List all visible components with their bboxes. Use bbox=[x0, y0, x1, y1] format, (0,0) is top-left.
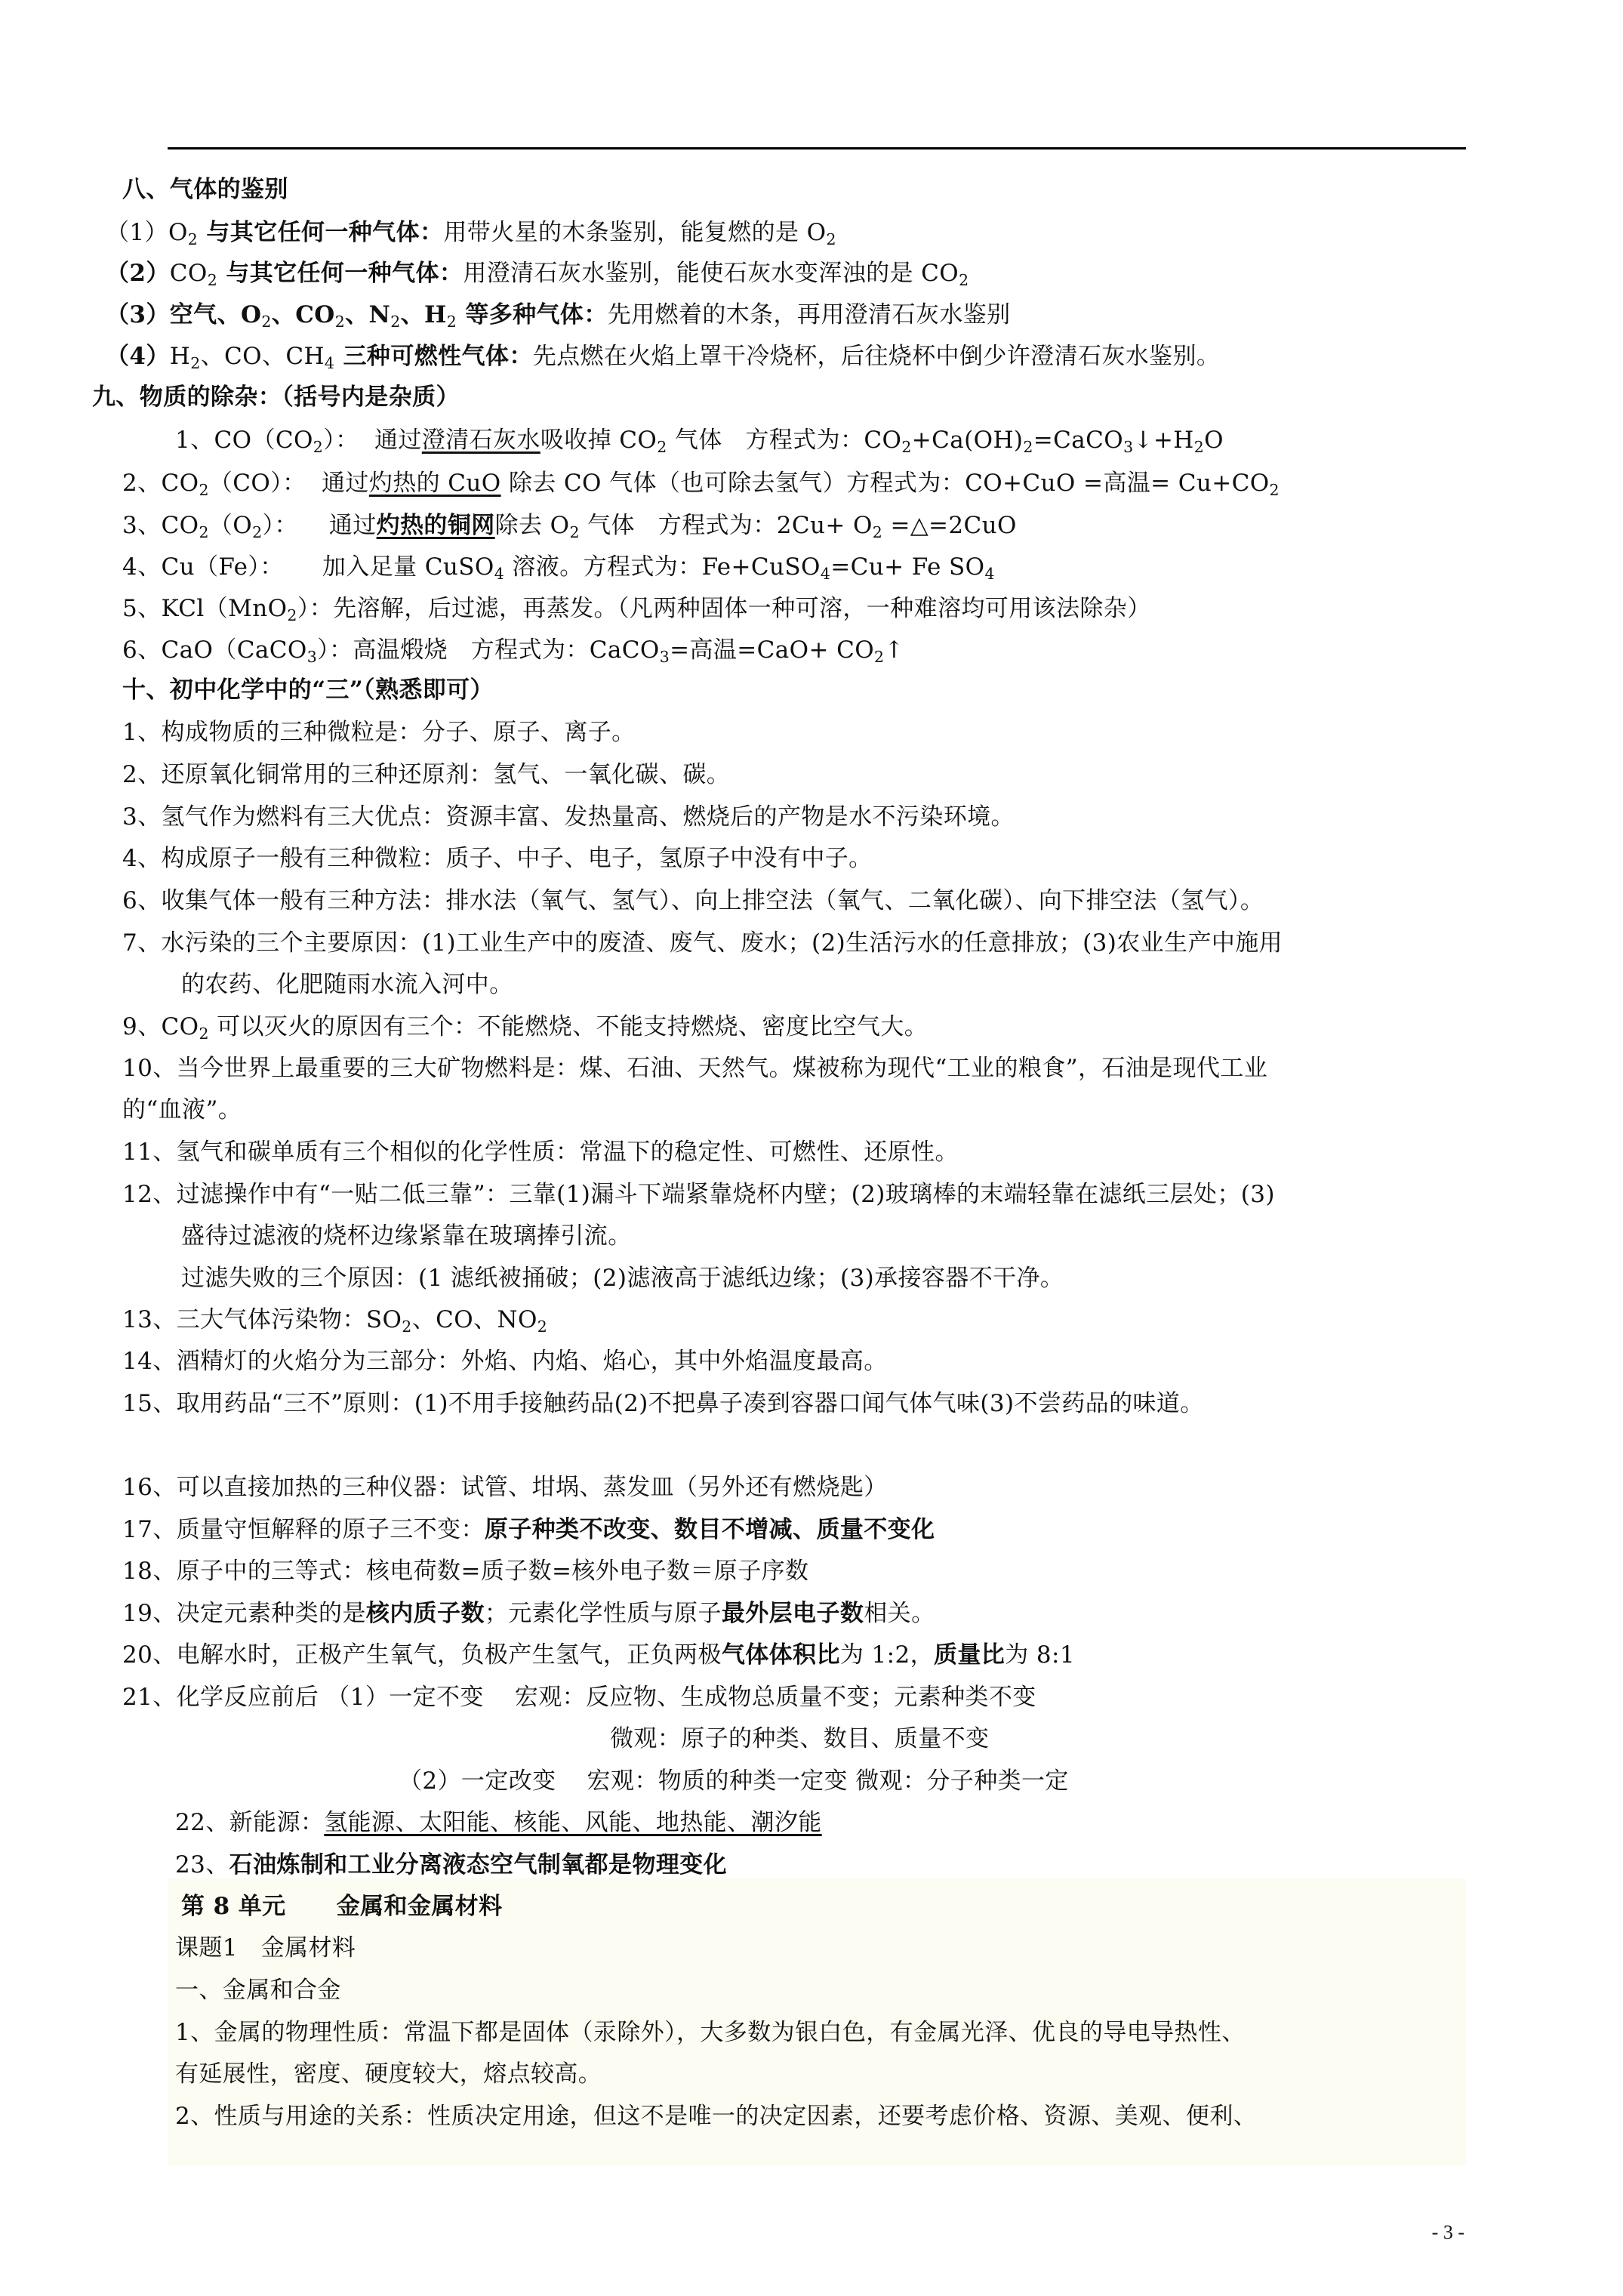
s10-line-14: 14、酒精灯的火焰分为三部分：外焰、内焰、焰心，其中外焰温度最高。 bbox=[122, 1348, 888, 1375]
s10-line-19: 19、决定元素种类的是核内质子数；元素化学性质与原子最外层电子数相关。 bbox=[122, 1600, 935, 1627]
s10-line-21b: 微观：原子的种类、数目、质量不变 bbox=[610, 1725, 990, 1752]
s9-row-6: 6、CaO（CaCO$_3$）：高温煅烧 方程式为：CaCO$_3$=高温$=CaO+ CO_2↑$ bbox=[122, 636, 904, 667]
unit8-para-1b: 有延展性，密度、硬度较大，熔点较高。 bbox=[175, 2060, 602, 2088]
s10-line-18: 18、原子中的三等式：核电荷数=质子数=核外电子数＝原子序数 bbox=[122, 1558, 809, 1585]
s10-line-21c: （2）一定改变 宏观：物质的种类一定变 微观：分子种类一定 bbox=[399, 1767, 1069, 1795]
unit8-para-1a: 1、金属的物理性质：常温下都是固体（汞除外），大多数为银白色，有金属光泽、优良的导电导热性、 bbox=[175, 2019, 1246, 2046]
s10-line-12c: 过滤失败的三个原因：(1 滤纸被捅破；(2)滤液高于滤纸边缘；(3)承接容器不干净。 bbox=[181, 1265, 1064, 1292]
s10-line-2: 2、还原氧化铜常用的三种还原剂：氢气、一氧化碳、碳。 bbox=[122, 761, 731, 788]
section-8-title: 八、气体的鉴别 bbox=[122, 176, 288, 203]
s10-line-10b: 的“血液”。 bbox=[122, 1096, 242, 1123]
s9-row-1: 1、$CO(CO_2)$： 通过澄清石灰水吸收掉 $CO_2$ 气体 方程式为：$CO_2+Ca(OH)_2=CaCO_3↓+H_2O$ bbox=[175, 427, 1224, 457]
s10-line-16: 16、可以直接加热的三种仪器：试管、坩埚、蒸发皿（另外还有燃烧匙） bbox=[122, 1474, 888, 1501]
header-rule bbox=[168, 147, 1466, 149]
unit8-para-2: 2、性质与用途的关系：性质决定用途，但这不是唯一的决定因素，还要考虑价格、资源、美观、便利、 bbox=[175, 2103, 1258, 2130]
s9-row-4: 4、Cu（Fe）： 加入足量 CuSO$_4$ 溶液。方程式为：Fe+CuSO$_4$=Cu+ Fe $SO_4$ bbox=[122, 553, 995, 584]
s10-line-17: 17、质量守恒解释的原子三不变：原子种类不改变、数目不增减、质量不变化 bbox=[122, 1516, 935, 1543]
lesson-1-title: 课题1 金属材料 bbox=[175, 1934, 356, 1962]
s9-row-3: 3、$CO_2(O_2)$： 通过灼热的铜网除去 $O_2$ 气体 方程式为：$2Cu+ O_2$ =△=2CuO bbox=[122, 512, 1017, 542]
s10-line-23: 23、石油炼制和工业分离液态空气制氧都是物理变化 bbox=[175, 1851, 728, 1878]
page-number: - 3 - bbox=[1431, 2221, 1464, 2243]
s10-line-7b: 的农药、化肥随雨水流入河中。 bbox=[181, 971, 513, 998]
s10-line-21a: 21、化学反应前后 （1）一定不变 宏观：反应物、生成物总质量不变；元素种类不变 bbox=[122, 1684, 1036, 1711]
s10-line-13: 13、三大气体污染物：$SO_2$、CO、$NO_2$ bbox=[122, 1306, 548, 1336]
s10-line-10a: 10、当今世界上最重要的三大矿物燃料是：煤、石油、天然气。煤被称为现代“工业的粮食”，石油是现代工业 bbox=[122, 1055, 1268, 1082]
s10-line-9: 9、$CO_2$ 可以灭火的原因有三个：不能燃烧、不能支持燃烧、密度比空气大。 bbox=[122, 1013, 929, 1043]
s10-line-3: 3、氢气作为燃料有三大优点：资源丰富、发热量高、燃烧后的产物是水不污染环境。 bbox=[122, 803, 1015, 831]
section-9-title: 九、物质的除杂：（括号内是杂质） bbox=[92, 384, 460, 411]
s9-row-5: 5、KCl（MnO$_2$）：先溶解，后过滤，再蒸发。（凡两种固体一种可溶，一种难溶均可用该法除杂） bbox=[122, 595, 1151, 625]
s9-row-2: 2、$CO_2(CO)$： 通过灼热的 CuO 除去 CO 气体（也可除去氢气）方程式为：CO+CuO =高温= $Cu+CO_2$ bbox=[122, 470, 1280, 500]
s10-line-11: 11、氢气和碳单质有三个相似的化学性质：常温下的稳定性、可燃性、还原性。 bbox=[122, 1139, 959, 1166]
section-metals-alloys: 一、金属和合金 bbox=[175, 1977, 341, 2004]
section-10-title: 十、初中化学中的“三”（熟悉即可） bbox=[122, 676, 494, 704]
s10-line-12b: 盛待过滤液的烧杯边缘紧靠在玻璃捧引流。 bbox=[181, 1222, 632, 1250]
s8-item-1: $(1)O_2$ 与其它任何一种气体：用带火星的木条鉴别，能复燃的是 $O_2$ bbox=[106, 219, 836, 249]
s10-line-15: 15、取用药品“三不”原则：(1)不用手接触药品(2)不把鼻子凑到容器口闻气体气味(3)不尝药品的味道。 bbox=[122, 1390, 1204, 1417]
s10-line-7a: 7、水污染的三个主要原因：(1)工业生产中的废渣、废气、废水；(2)生活污水的任意排放；(3)农业生产中施用 bbox=[122, 929, 1283, 957]
s10-line-1: 1、构成物质的三种微粒是：分子、原子、离子。 bbox=[122, 719, 636, 746]
s8-item-2: $(2)CO_2$ 与其它任何一种气体：用澄清石灰水鉴别，能使石灰水变浑浊的是 $CO_2$ bbox=[106, 260, 969, 290]
s10-line-20: 20、电解水时，正极产生氧气，负极产生氢气，正负两极气体体积比为 1:2，质量比为 8:1 bbox=[122, 1641, 1075, 1669]
s8-item-3: （3）空气、$O_2$、$CO_2$、$N_2$、$H_2$ 等多种气体：先用燃着的木条，再用澄清石灰水鉴别 bbox=[106, 301, 1011, 331]
s10-line-4: 4、构成原子一般有三种微粒：质子、中子、电子，氢原子中没有中子。 bbox=[122, 845, 873, 872]
unit-8-title: 第 8 单元 金属和金属材料 bbox=[181, 1893, 503, 1920]
s10-line-22: 22、新能源：氢能源、太阳能、核能、风能、地热能、潮汐能 bbox=[175, 1809, 822, 1836]
s10-line-12a: 12、过滤操作中有“一贴二低三靠”：三靠(1)漏斗下端紧靠烧杯内壁；(2)玻璃棒的末端轻靠在滤纸三层处；(3) bbox=[122, 1181, 1275, 1208]
s8-item-4: $(4)H_2$、CO、$CH_4$ 三种可燃性气体：先点燃在火焰上罩干冷烧杯，后往烧杯中倒少许澄清石灰水鉴别。 bbox=[106, 343, 1221, 373]
s10-line-6: 6、收集气体一般有三种方法：排水法（氧气、氢气）、向上排空法（氧气、二氧化碳）、向下排空法（氢气）。 bbox=[122, 887, 1264, 914]
